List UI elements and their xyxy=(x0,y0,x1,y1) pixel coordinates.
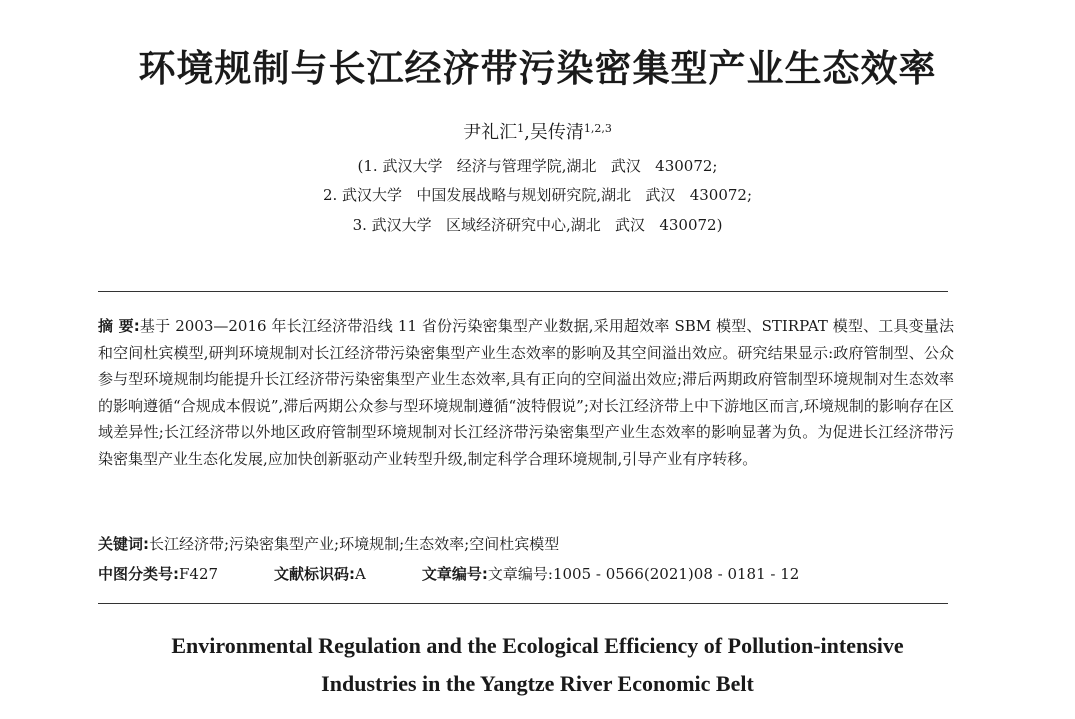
divider xyxy=(98,603,948,604)
abstract-text: 基于 2003—2016 年长江经济带沿线 11 省份污染密集型产业数据,采用超效率 SBM 模型、STIRPAT 模型、工具变量法和空间杜宾模型,研判环境规制对长江经济带污染密集型产业生态效率的影响及其空间溢出效应。研究结果显示:政府管制型、公众参与型环境规制均能提升长江经济带污染密集型产业生态效率,具有正向的空间溢出效应;滞后两期政府管制型环境规制对生态效率的影响遵循“合规成本假说”,滞后两期公众参与型环境规制遵循“波特假说”;对长江经济带上中下游地区而言,环境规制的影响存在区域差异性;长江经济带以外地区政府管制型环境规制对长江经济带污染密集型产业生态效率的影响显著为负。为促进长江经济带污染密集型产业生态化发展,应加快创新驱动产业转型升级,制定科学合理环境规制,引导产业有序转移。 xyxy=(98,317,954,468)
author-affiliation-mark: 1,2,3 xyxy=(583,122,612,135)
article-number xyxy=(422,563,799,584)
keywords xyxy=(98,533,559,554)
author-affiliation-mark: 1 xyxy=(517,122,525,135)
author-name: 尹礼汇 xyxy=(463,122,518,143)
article-number-label: 文章编号: xyxy=(421,565,488,583)
affiliation-line: (1. 武汉大学 经济与管理学院,湖北 武汉 430072; xyxy=(357,157,718,175)
clc-label: 中图分类号: xyxy=(98,565,179,583)
abstract xyxy=(98,313,954,472)
author-line xyxy=(0,118,1075,144)
document-code-value: A xyxy=(355,565,366,583)
classification-line xyxy=(98,563,799,584)
keywords-text: 长江经济带;污染密集型产业;环境规制;生态效率;空间杜宾模型 xyxy=(149,535,560,553)
author-name: 吴传清 xyxy=(529,122,584,143)
article-number-value: 文章编号:1005 - 0566(2021)08 - 0181 - 12 xyxy=(487,565,800,583)
clc-value: F427 xyxy=(179,565,219,583)
document-code xyxy=(274,563,366,584)
author-separator: , xyxy=(524,122,530,143)
affiliation-line: 2. 武汉大学 中国发展战略与规划研究院,湖北 武汉 430072; xyxy=(322,186,753,204)
document-code-label: 文献标识码: xyxy=(274,565,356,583)
keywords-label: 关键词: xyxy=(98,535,149,553)
paper-title: 环境规制与长江经济带污染密集型产业生态效率 xyxy=(138,47,937,90)
affiliation-line: 3. 武汉大学 区域经济研究中心,湖北 武汉 430072) xyxy=(352,216,723,234)
english-title-line: Environmental Regulation and the Ecological Efficiency of Pollution-intensive xyxy=(171,633,904,658)
divider xyxy=(98,291,948,292)
abstract-label: 摘 要: xyxy=(98,317,140,335)
clc-number xyxy=(98,563,218,584)
english-title-line: Industries in the Yangtze River Economic Belt xyxy=(321,671,754,696)
